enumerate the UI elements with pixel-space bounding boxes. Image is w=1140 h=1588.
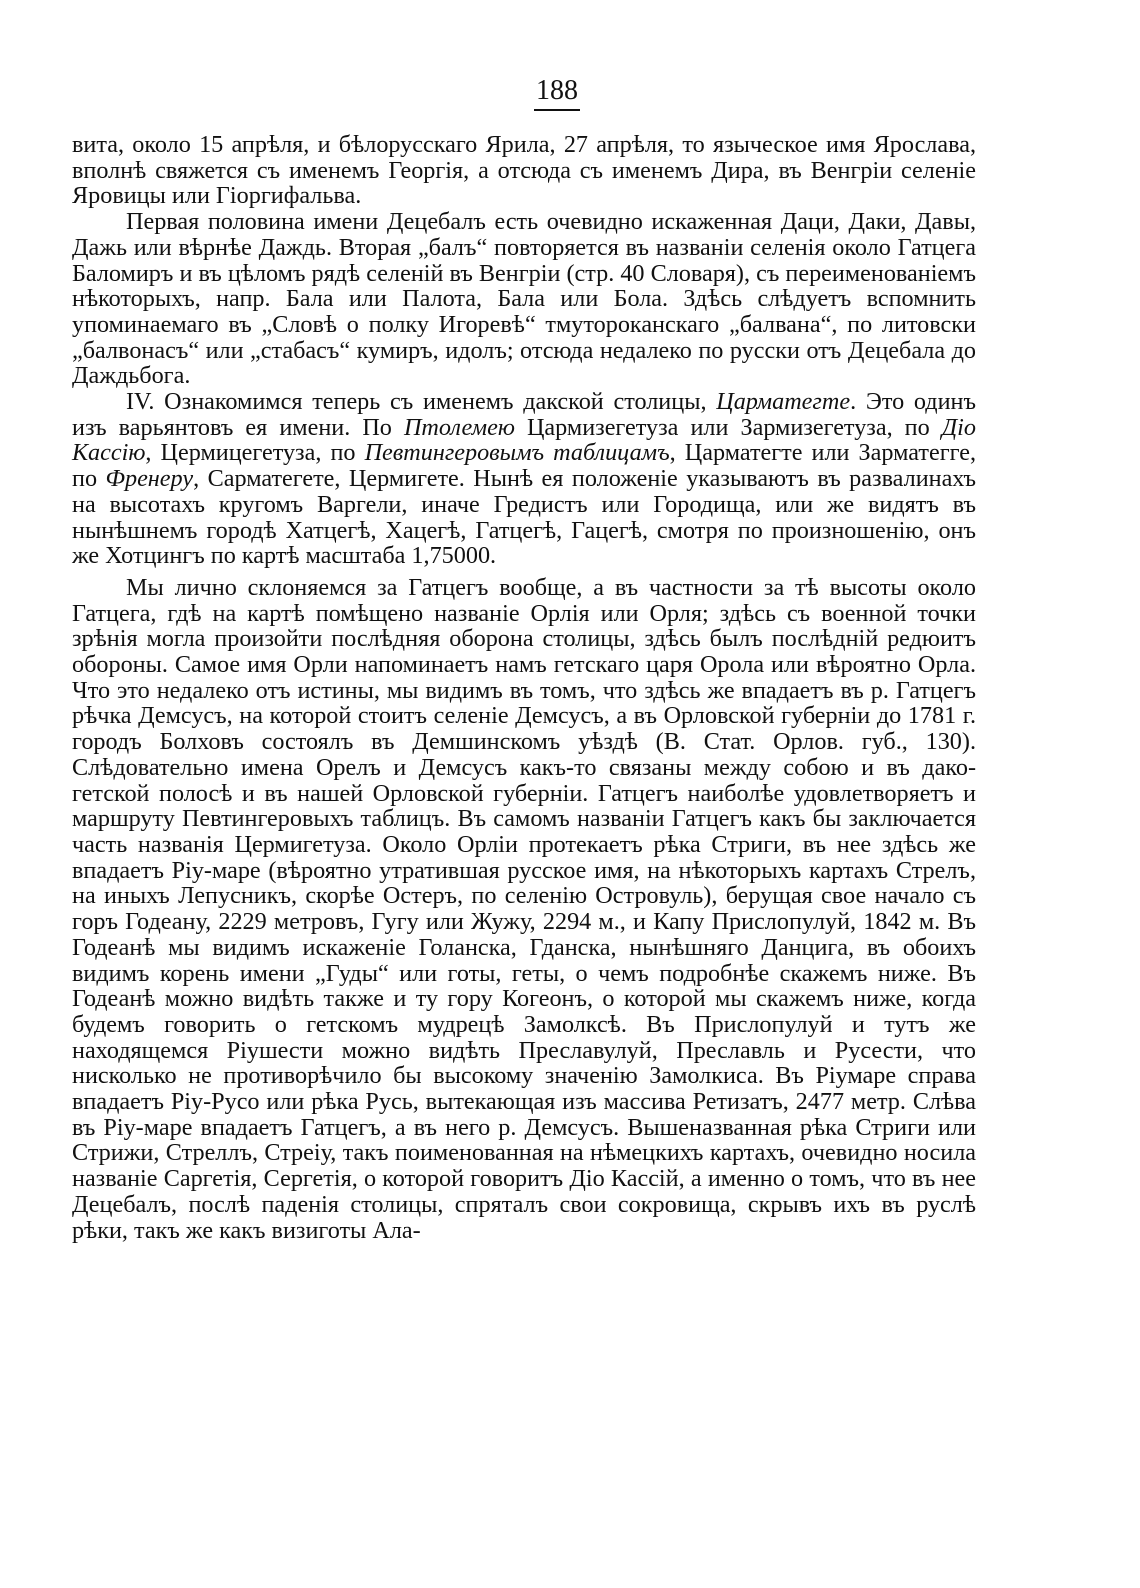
body-text bbox=[72, 132, 976, 1243]
paragraph-2: Первая половина имени Децебалъ есть очевидно искаженная Даци, Даки, Давы, Дажь или вѣрнѣе Даждь. Вторая „балъ“ повторяется въ названіи селенія около Гатцега Баломиръ и въ цѣломъ рядѣ селеній въ Венгріи (стр. 40 Словаря), съ переименованіемъ нѣкоторыхъ, напр. Бала или Палота, Бала или Бола. Здѣсь слѣдуетъ вспомнить упоминаемаго въ „Словѣ о полку Игоревѣ“ тмутороканскаго „балвана“, по литовски „балвонасъ“ или „стабасъ“ кумиръ, идолъ; отсюда недалеко по русски отъ Децебала до Даждьбога. bbox=[72, 208, 976, 390]
paragraph-3-text: , Цермицегетуза, по bbox=[145, 439, 365, 467]
paragraph-4: Мы лично склоняемся за Гатцегъ вообще, а въ частности за тѣ высоты около Гатцега, гдѣ на картѣ помѣщено названіе Орлія или Орля; здѣсь съ военной точки зрѣнія могла произойти послѣдняя оборона столицы, здѣсь былъ послѣдній редюитъ обороны. Самое имя Орли напоминаетъ намъ гетскаго царя Орола или вѣроятно Орла. Что это недалеко отъ истины, мы видимъ въ томъ, что здѣсь же впадаетъ въ р. Гатцегъ рѣчка Демсусъ, на которой стоитъ селеніе Демсусъ, а въ Орловской губерніи до 1781 г. городъ Болховъ состоялъ въ Демшинскомъ уѣздѣ (В. Стат. Орлов. губ., 130). Слѣдовательно имена Орелъ и Демсусъ какъ-то связаны между собою и въ дако-гетской полосѣ и въ нашей Орловской губерніи. Гатцегъ наиболѣе удовлетворяетъ и маршруту Певтингеровыхъ таблицъ. Въ самомъ названіи Гатцегъ какъ бы заключается часть названія Цермигетуза. Около Орліи протекаетъ рѣка Стриги, въ нее здѣсь же впадаетъ Ріу-маре (вѣроятно утратившая русское имя, на нѣкоторыхъ картахъ Стрелъ, на иныхъ Лепусникъ, скорѣе Остеръ, по селенію Островуль), берущая свое начало съ горъ Годеану, 2229 метровъ, Гугу или Жужу, 2294 м., и Капу Прислопулуй, 1842 м. Въ Годеанѣ мы видимъ искаженіе Голанска, Гданска, нынѣшняго Данцига, въ обоихъ видимъ корень имени „Гуды“ или готы, геты, о чемъ подробнѣе скажемъ ниже. Въ Годеанѣ можно видѣть также и ту гору Когеонъ, о которой мы скажемъ ниже, когда будемъ говорить о гетскомъ мудрецѣ Замолксѣ. Въ Прислопулуй и тутъ же находящемся Ріушести можно видѣть Преславулуй, Преславль и Русести, что нисколько не противорѣчило бы высокому значенію Замолкиса. Въ Ріумаре справа впадаетъ Ріу-Русо или рѣка Русь, вытекающая изъ массива Ретизатъ, 2477 метр. Слѣва въ Ріу-маре впадаетъ Гатцегъ, а въ него р. Демсусъ. Вышеназванная рѣка Стриги или Стрижи, Стреллъ, Стреіу, такъ поименованная на нѣмецкихъ картахъ, очевидно носила названіе Саргетія, Сергетія, о которой говоритъ Діо Кассій, а именно о томъ, что въ нее Децебалъ, послѣ паденія столицы, спряталъ свои сокровища, скрывъ ихъ въ руслѣ рѣки, такъ же какъ визиготы Ала- bbox=[72, 573, 976, 1244]
italic-term-carmategte: Царматегте bbox=[716, 388, 851, 416]
italic-term-ptolemy: Птолемею bbox=[403, 413, 515, 441]
paragraph-3 bbox=[72, 389, 976, 569]
italic-term-frener: Френеру bbox=[105, 465, 194, 493]
paragraph-3-text: . Это одинъ изъ варьянтовъ ея имени. По bbox=[72, 388, 976, 441]
paragraph-1: вита, около 15 апрѣля, и бѣлорусскаго Ярила, 27 апрѣля, то языческое имя Ярослава, вполнѣ свяжется съ именемъ Георгія, а отсюда съ именемъ Дира, въ Венгріи селеніе Яровицы или Гіоргифальва. bbox=[72, 131, 976, 210]
italic-term-peutinger-tables: Певтингеровымъ таблицамъ bbox=[364, 439, 670, 467]
paragraph-3-text: , Царматегте или Зарматегге, по bbox=[72, 439, 976, 493]
paragraph-3-text: , Сарматегете, Цермигете. Нынѣ ея положеніе указываютъ въ развалинахъ на высотахъ кругомъ Варгели, иначе Гредистъ или Городища, или же видятъ въ нынѣшнемъ городѣ Хатцегѣ, Хацегѣ, Гатцегѣ, Гацегѣ, смотря по произношенію, онъ же Хотцингъ по картѣ масштаба 1,75000. bbox=[72, 465, 976, 570]
paragraph-3-text: Цармизегетуза или Зармизегетуза, по bbox=[514, 413, 942, 441]
italic-term-dio-cassius: Діо Кассію bbox=[72, 413, 976, 467]
paragraph-3-text: IV. Ознакомимся теперь съ именемъ дакской столицы, bbox=[126, 388, 717, 416]
page-number bbox=[0, 74, 1140, 111]
page-number-text: 188 bbox=[534, 74, 580, 111]
